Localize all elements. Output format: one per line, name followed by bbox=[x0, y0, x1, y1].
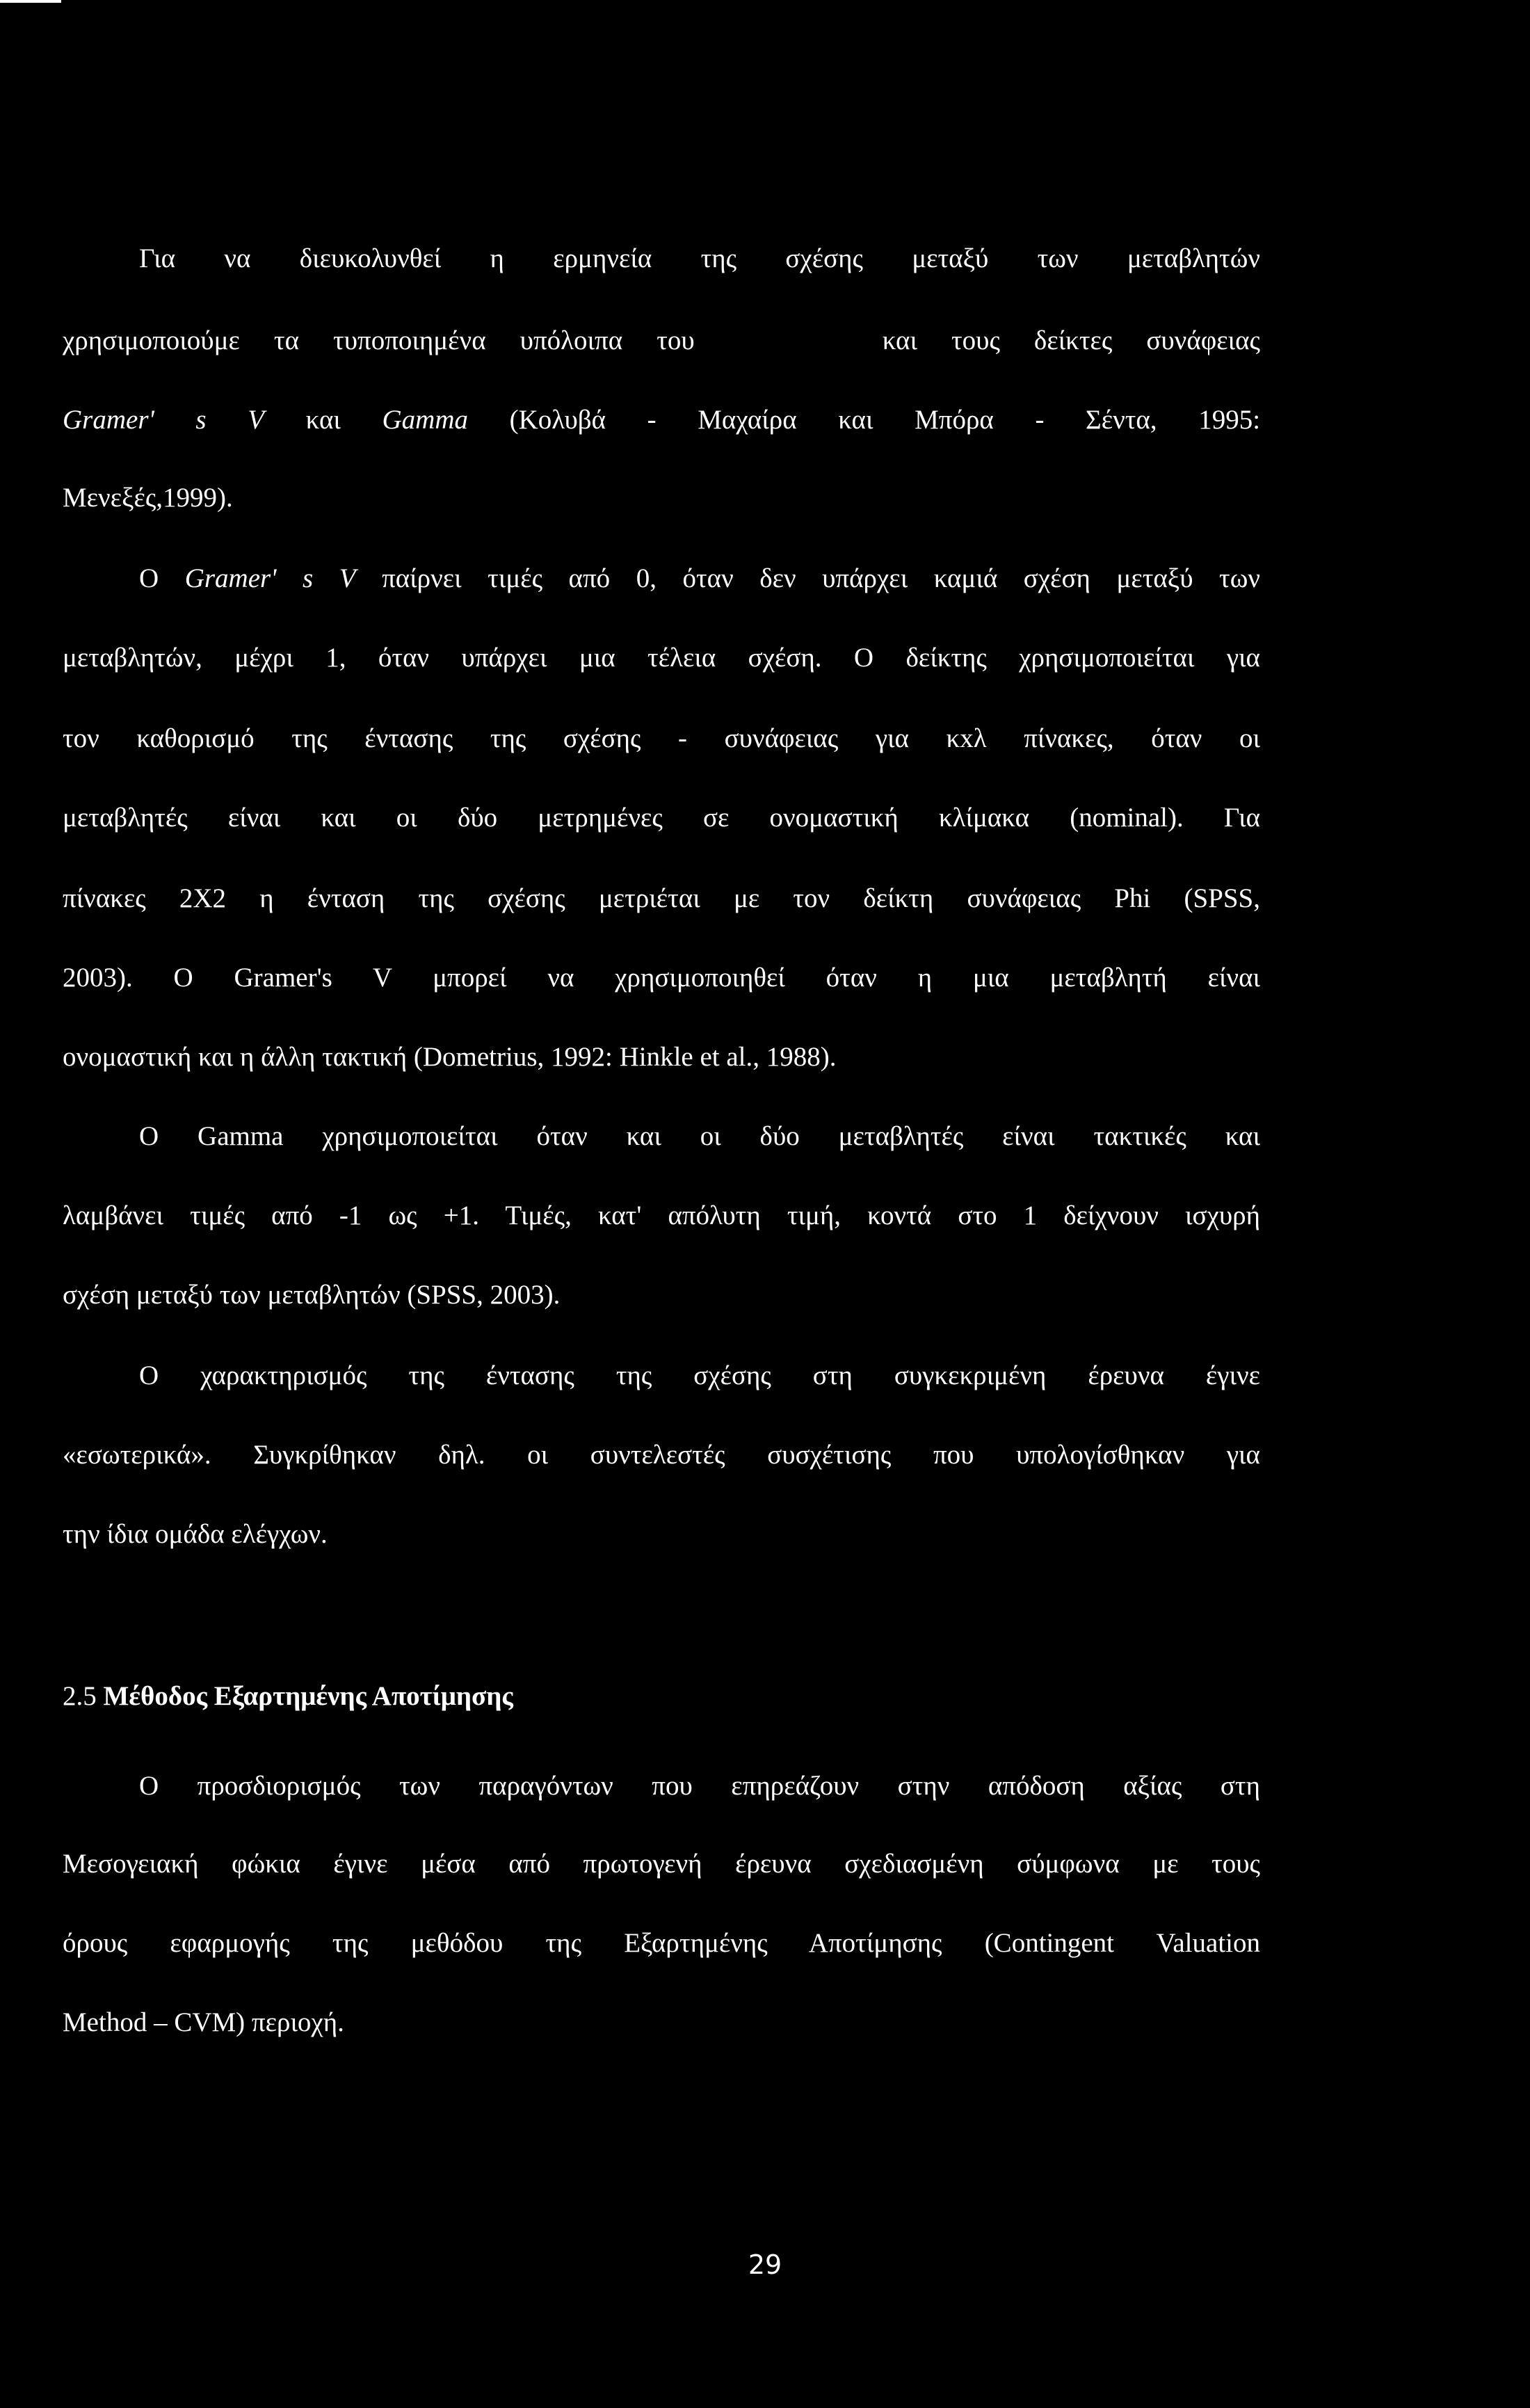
p2-line-1-rest: παίρνει τιμές από 0, όταν δεν υπάρχει καμιά σχέση μεταξύ των bbox=[382, 563, 1260, 593]
section-number: 2.5 bbox=[63, 1681, 97, 1711]
page-number: 29 bbox=[748, 2249, 782, 2280]
s2-line-4: Method – CVM) περιοχή. bbox=[63, 2007, 344, 2037]
p2-line-6: 2003). Ο Gramer's V μπορεί να χρησιμοποιηθεί όταν η μια μεταβλητή είναι bbox=[63, 963, 1260, 993]
p2-line-2: μεταβλητών, μέχρι 1, όταν υπάρχει μια τέλεια σχέση. Ο δείκτης χρησιμοποιείται για bbox=[63, 643, 1260, 673]
p2-line-1-article: Ο bbox=[139, 563, 159, 593]
p1-line-2-end: και τους δείκτες συνάφειας bbox=[882, 326, 1261, 355]
p3-line-3: σχέση μεταξύ των μεταβλητών (SPSS, 2003). bbox=[63, 1280, 561, 1310]
p1-line-1: Για να διευκολυνθεί η ερμηνεία της σχέσης μεταξύ των μεταβλητών bbox=[139, 243, 1260, 273]
p2-line-3: τον καθορισμό της έντασης της σχέσης - συνάφειας για κxλ πίνακες, όταν οι bbox=[63, 723, 1260, 753]
gramer-v-term: Gramer' s V bbox=[63, 405, 265, 435]
section-title: Μέθοδος Εξαρτημένης Αποτίμησης bbox=[103, 1681, 513, 1711]
p1-line-2 bbox=[63, 319, 1260, 363]
p1-line-4: Μενεξές,1999). bbox=[63, 483, 233, 513]
p2-line-1 bbox=[139, 556, 1260, 601]
p3-line-1: Ο Gamma χρησιμοποιείται όταν και οι δύο μεταβλητές είναι τακτικές και bbox=[139, 1121, 1260, 1151]
p1-line-2-start: χρησιμοποιούμε τα τυποποιημένα υπόλοιπα του bbox=[63, 326, 695, 355]
gramer-v-term: Gramer' s V bbox=[184, 563, 356, 593]
p2-line-7: ονομαστική και η άλλη τακτική (Dometrius, 1992: Hinkle et al., 1988). bbox=[63, 1042, 837, 1072]
gamma-term: Gamma bbox=[382, 405, 469, 435]
s2-line-1: Ο προσδιορισμός των παραγόντων που επηρεάζουν στην απόδοση αξίας στη bbox=[139, 1771, 1260, 1801]
p4-line-2: «εσωτερικά». Συγκρίθηκαν δηλ. οι συντελεστές συσχέτισης που υπολογίσθηκαν για bbox=[63, 1440, 1260, 1470]
p1-line-3 bbox=[63, 398, 1260, 442]
p3-line-2: λαμβάνει τιμές από -1 ως +1. Τιμές, κατ' απόλυτη τιμή, κοντά στο 1 δείχνουν ισχυρή bbox=[63, 1201, 1260, 1230]
citation: (Κολυβά - Μαχαίρα και Μπόρα - Σέντα, 1995: bbox=[509, 405, 1261, 435]
p2-line-5: πίνακες 2X2 η ένταση της σχέσης μετριέται με τον δείκτη συνάφειας Phi (SPSS, bbox=[63, 883, 1260, 913]
conjunction: και bbox=[305, 405, 341, 435]
p4-line-3: την ίδια ομάδα ελέγχων. bbox=[63, 1519, 328, 1549]
top-edge-mark bbox=[0, 0, 61, 3]
s2-line-3: όρους εφαρμογής της μεθόδου της Εξαρτημένης Αποτίμησης (Contingent Valuation bbox=[63, 1928, 1260, 1958]
p4-line-1: Ο χαρακτηρισμός της έντασης της σχέσης στη συγκεκριμένη έρευνα έγινε bbox=[139, 1360, 1260, 1390]
s2-line-2: Μεσογειακή φώκια έγινε μέσα από πρωτογενή έρευνα σχεδιασμένη σύμφωνα με τους bbox=[63, 1849, 1260, 1879]
p2-line-4: μεταβλητές είναι και οι δύο μετρημένες σε ονομαστική κλίμακα (nominal). Για bbox=[63, 803, 1260, 833]
section-heading bbox=[63, 1674, 513, 1719]
